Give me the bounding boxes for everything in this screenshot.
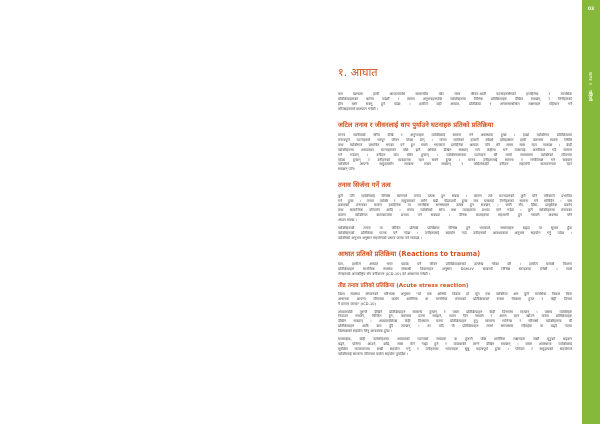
text-line: रोगहरुको अन्तर्राष्ट्रिय रोग वर्गीकरण (ICD-10) को आधारमा गर्नेछौं । bbox=[338, 271, 431, 276]
subsection-paragraph bbox=[338, 292, 572, 307]
section-title-stress-factors: तनाव सिर्जना गर्ने तत्व bbox=[338, 181, 391, 190]
text-line: यस खण्डमा हामी आघातमाथि सामान्यीय कोर चरम जीवन-धाती घटनाहरुसँगको हराहिनेक र मानसिक bbox=[338, 92, 572, 96]
main-content bbox=[338, 66, 572, 360]
section-tab-name: पहिलो bbox=[587, 90, 592, 102]
text-line: प्रतिक्रियाहरु मानसिक स्वास्थ्य सम्बन्धी विवरणहरु अनुसार DSM-IV सम्बन्धी विभिन्न स्तरहरुमा हेर्नेछौं । साथै bbox=[338, 267, 572, 272]
section-paragraph bbox=[338, 226, 572, 241]
text-line: प्रतिक्रियाहरुको बारेमा पर्दछौं । त्यस्ता अनुभवहरुपछि व्यक्तिहरुमा विभिन्न प्रतिक्रियाहरु देखिन सक्छन् र तिनीहरुको bbox=[338, 96, 572, 101]
text-line: देखिन सक्छन् । आघातपछिका केही दिनसम्म यस्ता प्रतिक्रियाहरु हुनु सामान्य मानिन्छ र धेरैजसो व्यक्तिहरुमा यी bbox=[338, 319, 572, 324]
text-line: नै हराएर जान्छ" (ICD-10) bbox=[338, 301, 376, 306]
section-tab-label bbox=[586, 72, 592, 101]
section-paragraph bbox=[338, 133, 572, 172]
section-title-reactions-to-trauma bbox=[338, 250, 572, 259]
text-line: आघातपछि तुरुन्तै देखिने प्रतिक्रियाहरु सामान्य हुन्छन् र यस्ता प्रतिक्रियाहरु केही दिनसम्म रहन्छन् । यसमा व्यक्तिहरु bbox=[338, 309, 572, 314]
text-line: तरिकाहरुबारे छलफल गर्नेछौं । bbox=[338, 106, 379, 111]
section-title-en: (Reactions to trauma) bbox=[398, 249, 481, 258]
text-line: व्यक्तिले आफ्नो समुदायसँग सम्बन्ध राख्न सक्छन् र कहिलेकाहीँ उनीहरु सहयोगी वातावरणमा रहन bbox=[338, 162, 572, 167]
text-line: रहेका हुन्छन् र उनीहरुको व्यवहारमा रहन सक्ने हुन्छ । मानव उनीहरुलाई सामना र मनोविमर्श गर्न सक्छन् bbox=[338, 157, 572, 162]
chapter-title: १. आघात bbox=[338, 66, 378, 79]
section-paragraph bbox=[338, 194, 572, 223]
text-line: सुरक्षित वातावरणमा राखी सहयोग गर्नु र उनीहरुका भावनाहरु सुन्नु महत्वपूर्ण हुन्छ । परिवार र समुदायको सहयोगले bbox=[338, 346, 572, 351]
text-line: व्यक्तिहरुमा आघातका घटनाहरुको पछि झनै अधिक देखिन सक्छन् भने केहीमा भने त्यसलाई अस्वीकार गर्दै सामना bbox=[338, 147, 572, 152]
subsection-title-np: तीव्र तनाव प्रतिको प्रतिक्रिया bbox=[338, 282, 395, 289]
text-line: विश्व स्वास्थ्य संगठनको परिभाषा अनुसार "यो एक अस्थिर विकार हो जुन एक व्यक्तिमा अरु कुनै मानसिक विकार बिना bbox=[338, 291, 572, 296]
text-line: तथा सामाजिक परिवर्तन आदि । तनाव व्यक्तिको सोच तथा व्यवहारमा प्रभाव पार्ने गर्दछ । कुनै व्यक्तिहरुमा तनावका bbox=[338, 208, 572, 213]
text-line: निदाउन नसक्ने, चिन्तित हुने, बारम्बार घटना सम्झने, ध्यान दिन नसक्ने र अलग रहन खोज्ने जस्ता प्रतिक्रियाहरु bbox=[338, 314, 572, 319]
text-line: विशेषज्ञको सहयोग लिनु आवश्यक हुन्छ । bbox=[338, 329, 393, 334]
subsection-paragraph bbox=[338, 337, 572, 357]
text-line: प्रतिक्रियाहरु आफैं कम हुँदै जान्छन् । तर यदि यी प्रतिक्रियाहरु लामो समयसम्म रहिरहेमा वा बढ्दै गएमा bbox=[338, 324, 572, 329]
text-line: व्यक्तिहरुको तनाव वा जीवित प्रतिको प्रतिक्रिया विभिन्न हुने भएकाले, समस्याहरु बढ्दा वा सुधार हुँदा bbox=[338, 226, 572, 231]
text-line: व्यक्तिहरुको प्रतिक्रिया फरक पर्ने गर्दछ । उनीहरुलाई सहयोग गर्दा उनीहरुको आवश्यकता अनुसार सहयोग गर्नु पर्दछ । bbox=[338, 230, 572, 235]
subsection-paragraph bbox=[338, 310, 572, 334]
chapter-sidebar bbox=[582, 0, 600, 424]
text-line: सक्छन् पनि। bbox=[338, 167, 356, 172]
text-line: कुनै पनि व्यक्तिलाई विभिन्न कारणले तनाव उत्पन्न हुन सक्छ । कारण त्यो घटनाहरुको कुनै पनि तरिकाले प्रभावित bbox=[338, 193, 572, 198]
text-line: प्रकारको तनावका कारण हराहिनेक वा मानसिक समस्याहरु उत्पन्न हुन सक्छन् । जस्तै रोग, हिंसा, प्राकृतिक प्रकोप bbox=[338, 203, 572, 208]
text-line: बढ्ने, पसिना आउने, काँप्ने, सास फेर्न गाह्रो हुने र वाकवाकी लाग्ने देखिन सक्छन् । यस्ता अवस्थामा व्यक्तिलाई bbox=[338, 341, 572, 346]
text-line: हेरेर बस्न सक्नु हुने पर्दछ । हामीले यहाँ आघात, प्रतिक्रिया र अन्तरसम्बन्धित लक्षणहरु पहिचान गर्ने bbox=[338, 101, 572, 106]
subsection-title-en: (Acute stress reaction) bbox=[396, 282, 469, 289]
text-line: अचानक आफ्नो जीवनमा कठोर शारीरिक वा मानसिक तनावको प्रतिक्रियाको रुपमा विकास हुन्छ र केही दिनमा bbox=[338, 296, 572, 301]
text-line: गर्ने गर्दछन् । उनीहरु कम बेचैन हुन्छन् । व्यक्तिगतरुपमा घटनाहरु धेरै लामो समयसम्म व्यक्तिको जीवनमा bbox=[338, 152, 572, 157]
text-line: यसबाहेक, केही व्यक्तिहरुमा आघातको घटनाको समयमा वा तुरुन्तै पछि शारीरिक लक्षणहरु जस्तै मुटुको धड्कन bbox=[338, 337, 572, 341]
intro-paragraph bbox=[338, 92, 572, 112]
section-title-np: आघात प्रतिको प्रतिक्रिया bbox=[338, 249, 397, 258]
text-line: कारण व्यक्तिगत कामकाजमा प्रभाव पर्न सक्दछ । दैनिक कामहरुमा सहभागी हुन नसक्ने अवस्था पनि bbox=[338, 213, 572, 218]
text-line: व्यक्तिको अनुभव अनुसार सहयोगको प्रभाव फरक पर्न सक्दछ । bbox=[338, 235, 422, 240]
section-title-complex-stress: जटिल तनाव र जीवनलाई धाप पुर्याउने घटनाहरु प्रतिको प्रतिक्रिया bbox=[338, 120, 494, 129]
section-tab-number: खण्ड १ bbox=[587, 72, 592, 86]
subsection-title-acute-stress bbox=[338, 283, 572, 290]
page-number: 03 bbox=[587, 7, 595, 12]
text-line: आउन सक्छ । bbox=[338, 218, 357, 223]
text-line: गर्ने हुन्छ । तनाव व्यक्ति र समुदायको लागि बढी पीडादायी हुन्छ जब यसलाई तिनीहरुको सामना गर्न सकिँदैन । यस bbox=[338, 198, 572, 203]
text-line: तथा व्यक्तिगत प्रभावित भएका पर्ने हुन सक्ने भएकाले हराहिनेक आघात पनि धेरै समय सम्म रहन सक्दछ । केही bbox=[338, 142, 572, 147]
text-line: यस, हामीले आघात भएर पछाड पर्ने जीवन प्रतिक्रियाहरुको उल्लेख गरेका छौं । हामीले यसको विवरण bbox=[338, 262, 572, 267]
section-paragraph bbox=[338, 262, 572, 277]
text-line: व्यक्तिलाई सामान्य जीवनमा फर्कन सहयोग पुर्याउँछ । bbox=[338, 351, 409, 356]
text-line: तनावपूर्ण घटनाहरुले भरपूर जीवन परेका छन् । मानव जातिको हजारौं वर्षको इतिहासमा हामी बारम्बार त्यस्तो स्थिति bbox=[338, 137, 572, 142]
text-line: मानव जातीयको चोरैत देखि र अनुभवहरु व्यक्तिलाई सामना गर्ने अवस्थामा हुन्छ । हाम्रो व्यक्तिगत प्रतिक्रियामा bbox=[338, 133, 572, 138]
